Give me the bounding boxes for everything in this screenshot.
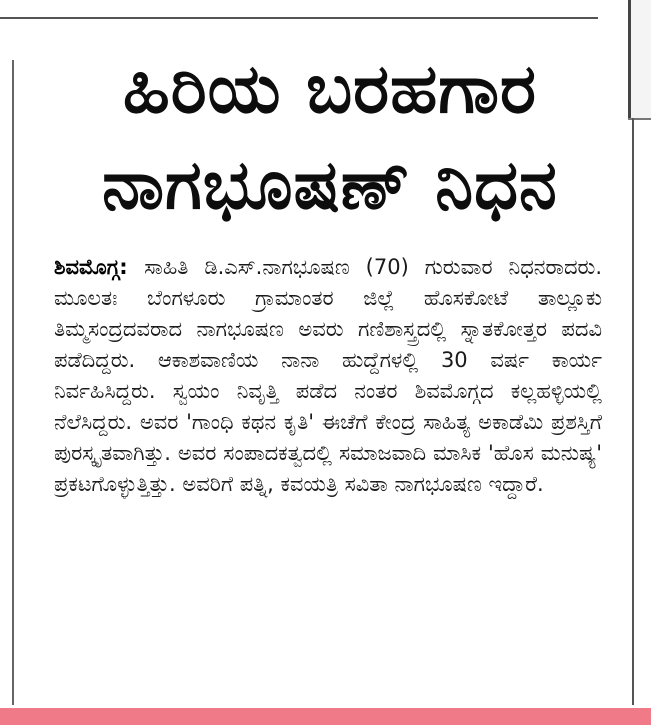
right-column-rule [632,118,634,705]
dateline: ಶಿವಮೊಗ್ಗ: [54,255,145,279]
headline-line-1: ಹಿರಿಯ ಬರಹಗಾರ [122,50,538,129]
left-column-rule [12,60,14,705]
article-headline [40,42,620,234]
bottom-color-band [0,708,651,725]
article-body [54,252,602,500]
headline-line-2: ನಾಗಭೂಷಣ್ ನಿಧನ [102,146,558,225]
top-divider [0,17,598,19]
adjacent-column-frame [628,0,651,120]
body-text: ಸಾಹಿತಿ ಡಿ.ಎಸ್.ನಾಗಭೂಷಣ (70) ಗುರುವಾರ ನಿಧನರಾದರು. ಮೂಲತಃ ಬೆಂಗಳೂರು ಗ್ರಾಮಾಂತರ ಜಿಲ್ಲೆ ಹೊಸಕೋಟೆ ತಾಲ್ಲೂಕು ತಿಮ್ಮಸಂದ್ರದವರಾದ ನಾಗಭೂಷಣ ಅವರು ಗಣಿಶಾಸ್ತ್ರದಲ್ಲಿ ಸ್ನಾತಕೋತ್ತರ ಪದವಿ ಪಡೆದಿದ್ದರು. ಆಕಾಶವಾಣಿಯ ನಾನಾ ಹುದ್ದೆಗಳಲ್ಲಿ 30 ವರ್ಷ ಕಾರ್ಯ ನಿರ್ವಹಿಸಿದ್ದರು. ಸ್ವಯಂ ನಿವೃತ್ತಿ ಪಡೆದ ನಂತರ ಶಿವಮೊಗ್ಗದ ಕಲ್ಲಹಳ್ಳಿಯಲ್ಲಿ ನೆಲೆಸಿದ್ದರು. ಅವರ 'ಗಾಂಧಿ ಕಥನ ಕೃತಿ' ಈಚೆಗೆ ಕೇಂದ್ರ ಸಾಹಿತ್ಯ ಅಕಾಡೆಮಿ ಪ್ರಶಸ್ತಿಗೆ ಪುರಸ್ಕೃತವಾಗಿತ್ತು. ಅವರ ಸಂಪಾದಕತ್ವದಲ್ಲಿ ಸಮಾಜವಾದಿ ಮಾಸಿಕ 'ಹೊಸ ಮನುಷ್ಯ' ಪ್ರಕಟಗೊಳ್ಳುತ್ತಿತ್ತು. ಅವರಿಗೆ ಪತ್ನಿ, ಕವಯತ್ರಿ ಸವಿತಾ ನಾಗಭೂಷಣ ಇದ್ದಾರೆ. [54,255,602,496]
